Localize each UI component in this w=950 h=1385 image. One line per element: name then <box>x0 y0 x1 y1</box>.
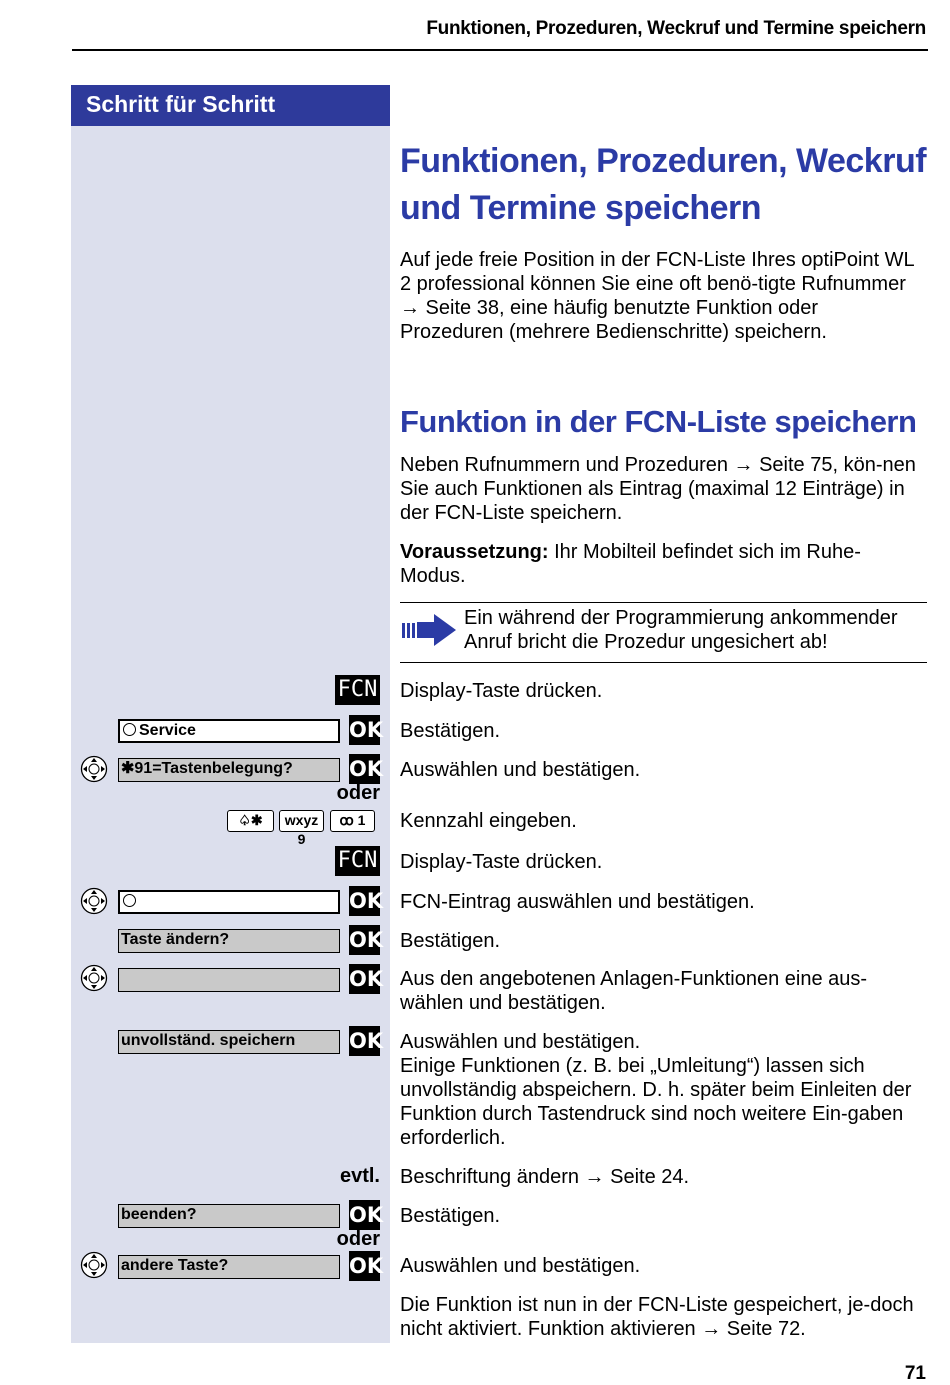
note-text: Ein während der Programmierung ankommender Anruf bricht die Prozedur ungesichert ab! <box>464 607 898 653</box>
display-field-fcn-entry <box>118 890 340 914</box>
page-number: 71 <box>904 1363 926 1384</box>
sidebar-title: Schritt für Schritt <box>71 85 390 126</box>
running-header: Funktionen, Prozeduren, Weckruf und Termine speichern <box>426 18 926 39</box>
step-text-line: Auswählen und bestätigen. <box>400 1031 641 1053</box>
ok-key[interactable]: OK <box>349 754 380 784</box>
ok-key[interactable]: OK <box>349 715 380 745</box>
oder-label: oder <box>336 1228 380 1250</box>
display-field-andere-taste: andere Taste? <box>118 1255 340 1279</box>
circle-icon <box>123 894 136 907</box>
step-text: Bestätigen. <box>400 1205 501 1227</box>
fcn-key[interactable]: FCN <box>335 675 380 705</box>
prerequisite <box>400 540 925 588</box>
step-text: Beschriftung ändern → Seite 24. <box>400 1166 690 1188</box>
step-text: FCN-Eintrag auswählen und bestätigen. <box>400 891 755 913</box>
digit-9-key[interactable]: wxyz 9 <box>279 810 324 832</box>
navigation-key-icon[interactable] <box>80 887 108 915</box>
step-text-detail: Einige Funktionen (z. B. bei „Umleitung“) lassen sich unvollständig abspeichern. D. h. später beim Einleiten der Funktion durch Tastendruck sind noch weitere Ein-gaben erforderlich. <box>400 1055 912 1149</box>
step-text: Aus den angebotenen Anlagen-Funktionen eine aus-wählen und bestätigen. <box>400 968 868 1014</box>
step-sidebar <box>71 85 390 1343</box>
step-text: Kennzahl eingeben. <box>400 810 577 832</box>
step-text: Bestätigen. <box>400 720 501 742</box>
ok-key[interactable]: OK <box>349 886 380 916</box>
step-text: Auswählen und bestätigen. <box>400 759 641 781</box>
navigation-key-icon[interactable] <box>80 1251 108 1279</box>
note-bottom-rule <box>400 662 927 663</box>
step-text: Bestätigen. <box>400 930 501 952</box>
step-text <box>400 1030 925 1150</box>
section-paragraph: Neben Rufnummern und Prozeduren → Seite 75, kön-nen Sie auch Funktionen als Eintrag (maximal 12 Einträge) in der FCN-Liste speichern. <box>400 454 916 524</box>
navigation-key-icon[interactable] <box>80 964 108 992</box>
ok-key[interactable]: OK <box>349 1200 380 1230</box>
display-field-empty <box>118 968 340 992</box>
display-field-tastenbelegung: ✱91=Tastenbelegung? <box>118 758 340 782</box>
note-arrow-icon <box>400 612 458 648</box>
ok-key[interactable]: OK <box>349 1251 380 1281</box>
fcn-key[interactable]: FCN <box>335 846 380 876</box>
header-rule <box>72 49 928 51</box>
oder-label: oder <box>336 782 380 804</box>
page-title <box>400 138 930 232</box>
step-text: Display-Taste drücken. <box>400 851 603 873</box>
intro-paragraph: Auf jede freie Position in der FCN-Liste Ihres optiPoint WL 2 professional können Sie eine oft benö-tigte Rufnummer → Seite 38, eine häufig benutzte Funktion oder Prozeduren (mehrere Bedienschritte) speichern. <box>400 249 914 343</box>
ok-key[interactable]: OK <box>349 1026 380 1056</box>
step-text: Auswählen und bestätigen. <box>400 1255 641 1277</box>
digit-1-key[interactable]: ꝏ 1 <box>330 810 375 832</box>
display-field-unvollstaendig: unvollständ. speichern <box>118 1030 340 1054</box>
page-title-line2: und Termine speichern <box>400 189 762 227</box>
circle-icon <box>123 723 136 736</box>
prerequisite-label: Voraussetzung: <box>400 541 549 563</box>
display-field-service <box>118 719 340 743</box>
display-field-taste-aendern: Taste ändern? <box>118 929 340 953</box>
star-key[interactable]: ♤✱ <box>227 810 274 832</box>
page-title-line1: Funktionen, Prozeduren, Weckruf <box>400 142 927 180</box>
evtl-label: evtl. <box>339 1165 380 1187</box>
note-top-rule <box>400 602 927 603</box>
ok-key[interactable]: OK <box>349 925 380 955</box>
display-field-beenden: beenden? <box>118 1204 340 1228</box>
closing-paragraph: Die Funktion ist nun in der FCN-Liste gespeichert, je-doch nicht aktiviert. Funktion aktivieren → Seite 72. <box>400 1294 914 1340</box>
section-heading: Funktion in der FCN-Liste speichern <box>400 404 917 439</box>
step-text: Display-Taste drücken. <box>400 680 603 702</box>
prerequisite-text: Ihr Mobilteil befindet sich im Ruhe-Modus. <box>400 541 861 587</box>
field-label: Service <box>139 722 196 739</box>
ok-key[interactable]: OK <box>349 964 380 994</box>
navigation-key-icon[interactable] <box>80 755 108 783</box>
